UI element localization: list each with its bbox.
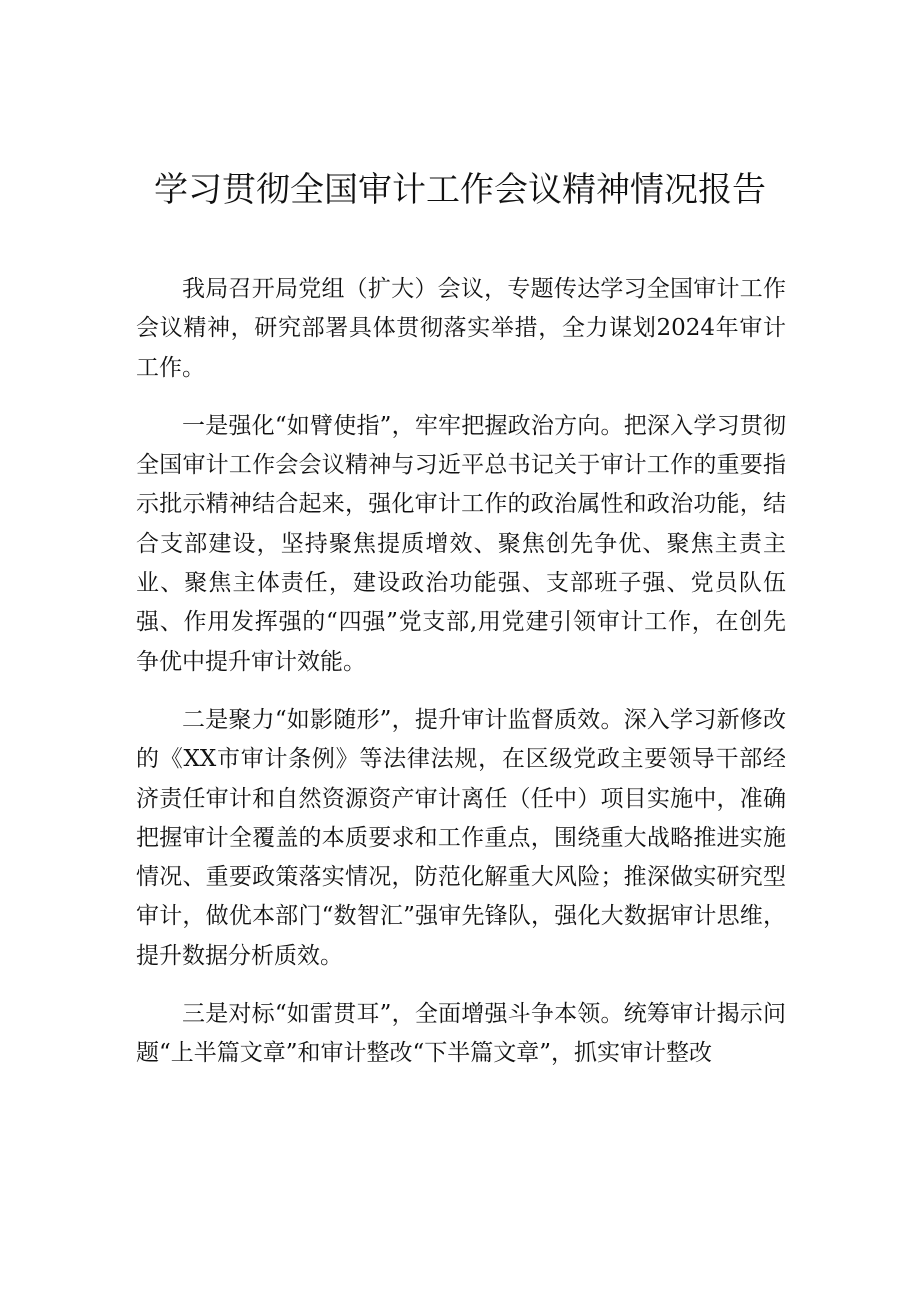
paragraph-point-two: 二是聚力“如影随形”，提升审计监督质效。深入学习新修改的《XX市审计条例》等法律法规，在区级党政主要领导干部经济责任审计和自然资源资产审计离任（任中）项目实施中，准确把握审计全覆盖的本质要求和工作重点，围绕重大战略推进实施情况、重要政策落实情况，防范化解重大风险；推深做实研究型审计，做优本部门“数智汇”强审先锋队，强化大数据审计思维，提升数据分析质效。 — [136, 706, 786, 969]
document-body — [136, 270, 786, 1093]
document-title: 学习贯彻全国审计工作会议精神情况报告 — [154, 170, 766, 210]
paragraph-intro: 我局召开局党组（扩大）会议，专题传达学习全国审计工作会议精神，研究部署具体贯彻落实举措，全力谋划2024年审计工作。 — [136, 276, 786, 381]
paragraph-point-three: 三是对标“如雷贯耳”，全面增强斗争本领。统筹审计揭示问题“上半篇文章”和审计整改“下半篇文章”，抓实审计整改 — [136, 1001, 786, 1067]
paragraph-point-one: 一是强化“如臂使指”，牢牢把握政治方向。把深入学习贯彻全国审计工作会会议精神与习近平总书记关于审计工作的重要指示批示精神结合起来，强化审计工作的政治属性和政治功能，结合支部建设，坚持聚焦提质增效、聚焦创先争优、聚焦主责主业、聚焦主体责任，建设政治功能强、支部班子强、党员队伍强、作用发挥强的“四强”党支部,用党建引领审计工作，在创先争优中提升审计效能。 — [136, 412, 786, 675]
